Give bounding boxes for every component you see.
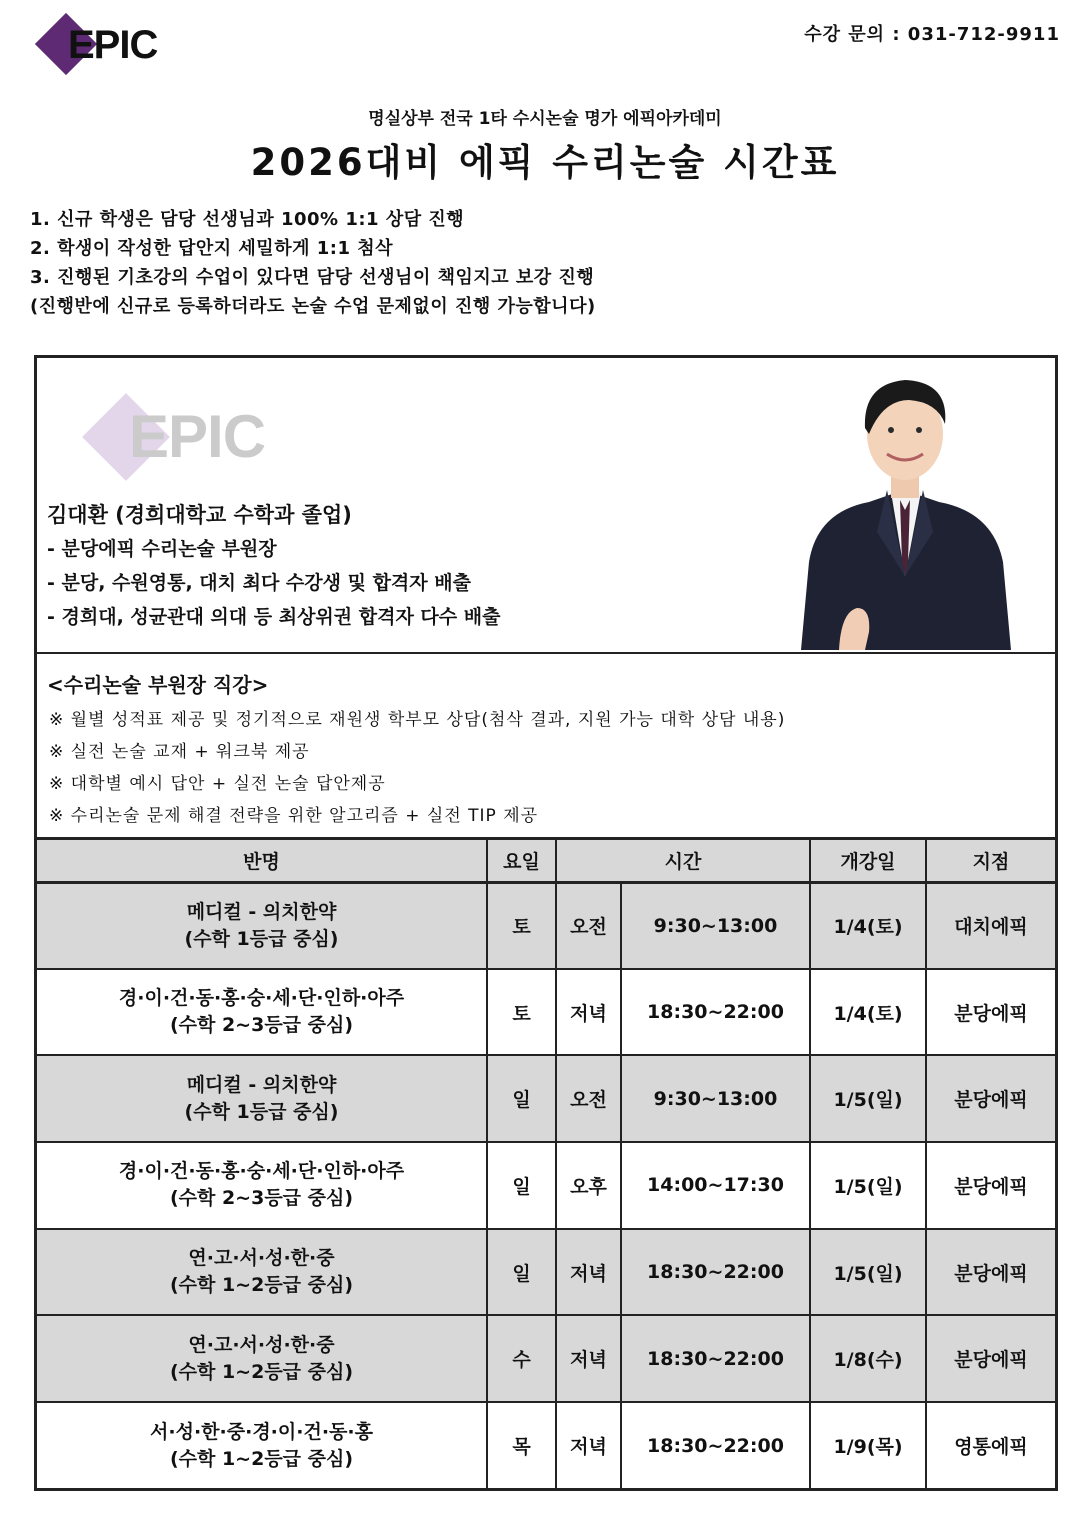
period-cell: 오전: [556, 1055, 621, 1142]
teacher-profile: [37, 358, 1055, 654]
class-name: 연·고·서·성·한·중: [188, 1333, 335, 1356]
day-cell: 일: [487, 1055, 556, 1142]
header-time: 시간: [556, 840, 810, 882]
header-day: 요일: [487, 840, 556, 882]
start-date-cell: 1/5(일): [810, 1142, 926, 1229]
day-cell: 목: [487, 1402, 556, 1489]
class-name: 연·고·서·성·한·중: [188, 1247, 335, 1270]
period-cell: 저녁: [556, 1402, 621, 1489]
teacher-career-list: [47, 532, 500, 634]
notice-item: 3. 진행된 기초강의 수업이 있다면 담당 선생님이 책임지고 보강 진행: [30, 267, 595, 288]
header-start-date: 개강일: [810, 840, 926, 882]
start-date-cell: 1/4(토): [810, 882, 926, 969]
time-cell: 9:30~13:00: [621, 882, 810, 969]
class-level: (수학 1~2등급 중심): [169, 1360, 354, 1383]
logo-text: EPIC: [68, 23, 158, 67]
period-cell: 오후: [556, 1142, 621, 1229]
epic-watermark-logo: [81, 394, 281, 484]
time-cell: 9:30~13:00: [621, 1055, 810, 1142]
header-class-name: 반명: [37, 840, 487, 882]
class-name: 서·성·한·중·경·이·건·동·홍: [150, 1420, 373, 1443]
time-cell: 18:30~22:00: [621, 1229, 810, 1316]
time-cell: 18:30~22:00: [621, 969, 810, 1056]
branch-cell: 분당에픽: [926, 1229, 1055, 1316]
start-date-cell: 1/9(목): [810, 1402, 926, 1489]
career-item: - 경희대, 성균관대 의대 등 최상위권 합격자 다수 배출: [47, 606, 501, 628]
day-cell: 토: [487, 882, 556, 969]
day-cell: 일: [487, 1229, 556, 1316]
benefit-item: ※ 대학별 예시 답안 + 실전 논술 답안제공: [49, 774, 386, 794]
class-name: 경·이·건·동·홍·숭·세·단·인하·아주: [118, 987, 405, 1010]
class-name-cell: [37, 1055, 487, 1142]
class-level: (수학 1등급 중심): [184, 927, 339, 950]
teacher-photo: [799, 362, 1013, 650]
branch-cell: 대치에픽: [926, 882, 1055, 969]
start-date-cell: 1/5(일): [810, 1055, 926, 1142]
class-name-cell: [37, 969, 487, 1056]
benefit-item: ※ 수리논술 문제 해결 전략을 위한 알고리즘 + 실전 TIP 제공: [49, 806, 539, 826]
career-item: - 분당에픽 수리논술 부원장: [47, 538, 277, 560]
benefit-item: ※ 실전 논술 교재 + 워크북 제공: [49, 742, 310, 762]
class-name: 메디컬 - 의치한약: [186, 1073, 337, 1096]
table-row: [37, 969, 1055, 1056]
period-cell: 저녁: [556, 1229, 621, 1316]
table-header-row: [37, 840, 1055, 882]
notice-item: 1. 신규 학생은 담당 선생님과 100% 1:1 상담 진행: [30, 209, 465, 230]
career-item: - 분당, 수원영통, 대치 최다 수강생 및 합격자 배출: [47, 572, 471, 594]
class-name: 메디컬 - 의치한약: [186, 900, 337, 923]
branch-cell: 분당에픽: [926, 969, 1055, 1056]
schedule-table: [37, 840, 1055, 1489]
benefits-section: [37, 654, 1055, 840]
class-level: (수학 1~2등급 중심): [169, 1447, 354, 1470]
page-subtitle: 명실상부 전국 1타 수시논술 명가 에픽아카데미: [368, 109, 722, 129]
table-row: [37, 1055, 1055, 1142]
timetable-frame: [34, 355, 1058, 1491]
start-date-cell: 1/4(토): [810, 969, 926, 1056]
branch-cell: 분당에픽: [926, 1142, 1055, 1229]
benefit-item: ※ 월별 성적표 제공 및 정기적으로 재원생 학부모 상담(첨삭 결과, 지원 가능 대학 상담 내용): [49, 710, 786, 730]
class-name-cell: [37, 1142, 487, 1229]
table-row: [37, 1402, 1055, 1489]
period-cell: 저녁: [556, 1315, 621, 1402]
teacher-name: 김대환 (경희대학교 수학과 졸업): [47, 503, 352, 527]
class-name: 경·이·건·동·홍·숭·세·단·인하·아주: [118, 1160, 405, 1183]
epic-logo: [36, 14, 176, 78]
branch-cell: 분당에픽: [926, 1055, 1055, 1142]
class-name-cell: [37, 1229, 487, 1316]
benefits-list: [49, 704, 785, 832]
time-cell: 18:30~22:00: [621, 1315, 810, 1402]
start-date-cell: 1/5(일): [810, 1229, 926, 1316]
branch-cell: 분당에픽: [926, 1315, 1055, 1402]
period-cell: 오전: [556, 882, 621, 969]
period-cell: 저녁: [556, 969, 621, 1056]
class-level: (수학 1등급 중심): [184, 1100, 339, 1123]
table-row: [37, 1315, 1055, 1402]
table-row: [37, 882, 1055, 969]
class-name-cell: [37, 1402, 487, 1489]
table-row: [37, 1142, 1055, 1229]
branch-cell: 영통에픽: [954, 1436, 1028, 1459]
start-date-cell: 1/8(수): [810, 1315, 926, 1402]
notice-item: (진행반에 신규로 등록하더라도 논술 수업 문제없이 진행 가능합니다): [30, 296, 596, 317]
class-name-cell: [37, 1315, 487, 1402]
contact-phone: 수강 문의 : 031-712-9911: [804, 24, 1060, 45]
watermark-text: EPIC: [129, 403, 266, 470]
class-level: (수학 2~3등급 중심): [169, 1187, 354, 1210]
table-row: [37, 1229, 1055, 1316]
page-title: 2026대비 에픽 수리논술 시간표: [250, 141, 840, 184]
notice-list: [30, 205, 596, 321]
time-cell: 18:30~22:00: [621, 1402, 810, 1489]
notice-item: 2. 학생이 작성한 답안지 세밀하게 1:1 첨삭: [30, 238, 394, 259]
class-level: (수학 2~3등급 중심): [169, 1014, 354, 1037]
day-cell: 토: [487, 969, 556, 1056]
benefits-title: <수리논술 부원장 직강>: [47, 673, 269, 697]
day-cell: 일: [487, 1142, 556, 1229]
class-name-cell: [37, 882, 487, 969]
header-branch: 지점: [926, 840, 1055, 882]
class-level: (수학 1~2등급 중심): [169, 1274, 354, 1297]
time-cell: 14:00~17:30: [621, 1142, 810, 1229]
day-cell: 수: [487, 1315, 556, 1402]
